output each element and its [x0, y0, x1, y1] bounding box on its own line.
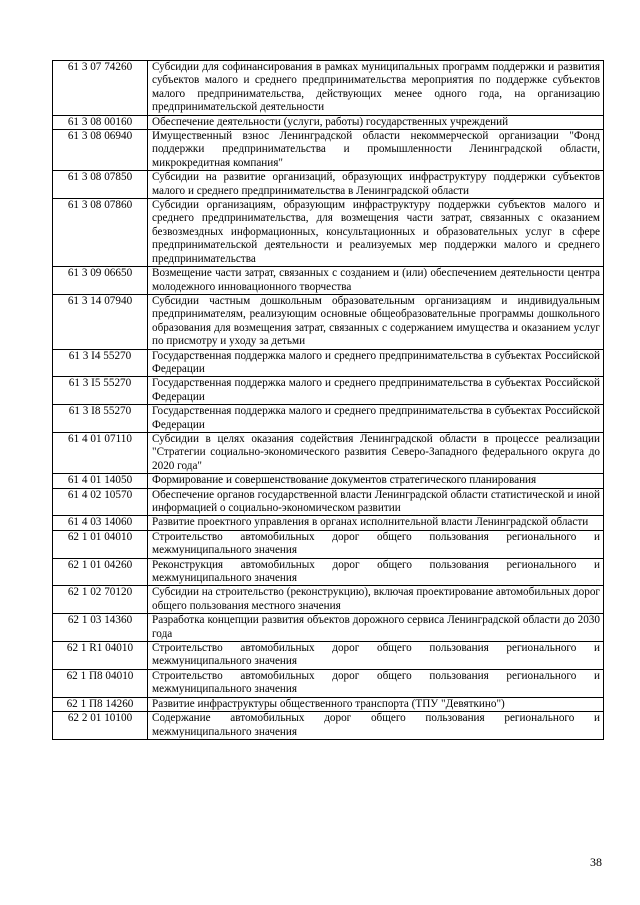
table-row — [53, 530, 604, 558]
row-code: 61 3 08 06940 — [53, 130, 148, 171]
row-description: Субсидии на развитие организаций, образующих инфраструктуру поддержки субъектов малого и среднего предпринимательства в Ленинградской области — [148, 171, 604, 199]
row-description: Субсидии для софинансирования в рамках муниципальных программ поддержки и развития субъектов малого и среднего предпринимательства мероприятия по поддержке субъектов малого предпринимательства, действующих менее одного года, на организацию предпринимательской деятельности — [148, 61, 604, 116]
row-description: Строительство автомобильных дорог общего пользования регионального и межмуниципального значения — [148, 642, 604, 670]
row-code: 62 1 03 14360 — [53, 614, 148, 642]
row-description: Разработка концепции развития объектов дорожного сервиса Ленинградской области до 2030 года — [148, 614, 604, 642]
table-row — [53, 130, 604, 171]
row-code: 61 3 I8 55270 — [53, 405, 148, 433]
table-row — [53, 199, 604, 267]
row-description: Субсидии на строительство (реконструкцию), включая проектирование автомобильных дорог общего пользования местного значения — [148, 586, 604, 614]
table-row — [53, 405, 604, 433]
table-row — [53, 697, 604, 711]
row-code: 61 3 I5 55270 — [53, 377, 148, 405]
table-row — [53, 294, 604, 349]
row-description: Возмещение части затрат, связанных с созданием и (или) обеспечением деятельности центра молодежного инновационного творчества — [148, 267, 604, 295]
row-code: 61 3 14 07940 — [53, 294, 148, 349]
row-code: 62 1 01 04260 — [53, 558, 148, 586]
row-code: 62 1 R1 04010 — [53, 642, 148, 670]
table-row — [53, 614, 604, 642]
table-row — [53, 642, 604, 670]
table-row — [53, 586, 604, 614]
table-row — [53, 267, 604, 295]
row-description: Развитие проектного управления в органах исполнительной власти Ленинградской области — [148, 516, 604, 530]
row-code: 62 1 П8 14260 — [53, 697, 148, 711]
table-row — [53, 516, 604, 530]
row-code: 61 3 08 07850 — [53, 171, 148, 199]
row-code: 62 2 01 10100 — [53, 712, 148, 740]
table-row — [53, 115, 604, 129]
table-row — [53, 61, 604, 116]
table-body — [53, 61, 604, 740]
row-description: Государственная поддержка малого и среднего предпринимательства в субъектах Российской Федерации — [148, 377, 604, 405]
table-row — [53, 488, 604, 516]
row-code: 61 3 07 74260 — [53, 61, 148, 116]
table-row — [53, 349, 604, 377]
row-code: 61 3 08 00160 — [53, 115, 148, 129]
row-description: Строительство автомобильных дорог общего пользования регионального и межмуниципального значения — [148, 669, 604, 697]
table-row — [53, 558, 604, 586]
table-row — [53, 669, 604, 697]
row-code: 61 4 03 14060 — [53, 516, 148, 530]
row-code: 61 4 02 10570 — [53, 488, 148, 516]
row-code: 62 1 П8 04010 — [53, 669, 148, 697]
row-code: 61 3 09 06650 — [53, 267, 148, 295]
row-code: 62 1 01 04010 — [53, 530, 148, 558]
row-description: Развитие инфраструктуры общественного транспорта (ТПУ "Девяткино") — [148, 697, 604, 711]
table-row — [53, 712, 604, 740]
page-number: 38 — [590, 855, 602, 869]
row-description: Содержание автомобильных дорог общего пользования регионального и межмуниципального значения — [148, 712, 604, 740]
row-code: 61 3 I4 55270 — [53, 349, 148, 377]
row-description: Имущественный взнос Ленинградской области некоммерческой организации "Фонд поддержки предпринимательства и промышленности Ленинградской области, микрокредитная компания" — [148, 130, 604, 171]
row-description: Строительство автомобильных дорог общего пользования регионального и межмуниципального значения — [148, 530, 604, 558]
row-description: Субсидии в целях оказания содействия Ленинградской области в процессе реализации "Стратегии социально-экономического развития Северо-Западного федерального округа до 2020 года" — [148, 432, 604, 473]
table-row — [53, 377, 604, 405]
row-description: Субсидии частным дошкольным образовательным организациям и индивидуальным предпринимателям, реализующим основные общеобразовательные программы дошкольного образования для возмещения затрат, связанных с содержанием имущества и оказанием услуг по присмотру и уходу за детьми — [148, 294, 604, 349]
table-row — [53, 171, 604, 199]
budget-classification-table — [52, 60, 604, 740]
row-description: Реконструкция автомобильных дорог общего пользования регионального и межмуниципального значения — [148, 558, 604, 586]
row-description: Субсидии организациям, образующим инфраструктуру поддержки субъектов малого и среднего предпринимательства, для возмещения части затрат, связанных с оказанием безвозмездных информационных, консультационных и образовательных услуг в сфере предпринимательской деятельности и реализуемых мер поддержки малого и среднего предпринимательства — [148, 199, 604, 267]
row-code: 61 3 08 07860 — [53, 199, 148, 267]
row-description: Обеспечение органов государственной власти Ленинградской области статистической и иной информацией о социально-экономическом развитии — [148, 488, 604, 516]
row-description: Формирование и совершенствование документов стратегического планирования — [148, 474, 604, 488]
table-row — [53, 474, 604, 488]
table-row — [53, 432, 604, 473]
row-description: Государственная поддержка малого и среднего предпринимательства в субъектах Российской Федерации — [148, 405, 604, 433]
row-code: 61 4 01 14050 — [53, 474, 148, 488]
row-code: 62 1 02 70120 — [53, 586, 148, 614]
row-description: Государственная поддержка малого и среднего предпринимательства в субъектах Российской Федерации — [148, 349, 604, 377]
row-code: 61 4 01 07110 — [53, 432, 148, 473]
row-description: Обеспечение деятельности (услуги, работы) государственных учреждений — [148, 115, 604, 129]
